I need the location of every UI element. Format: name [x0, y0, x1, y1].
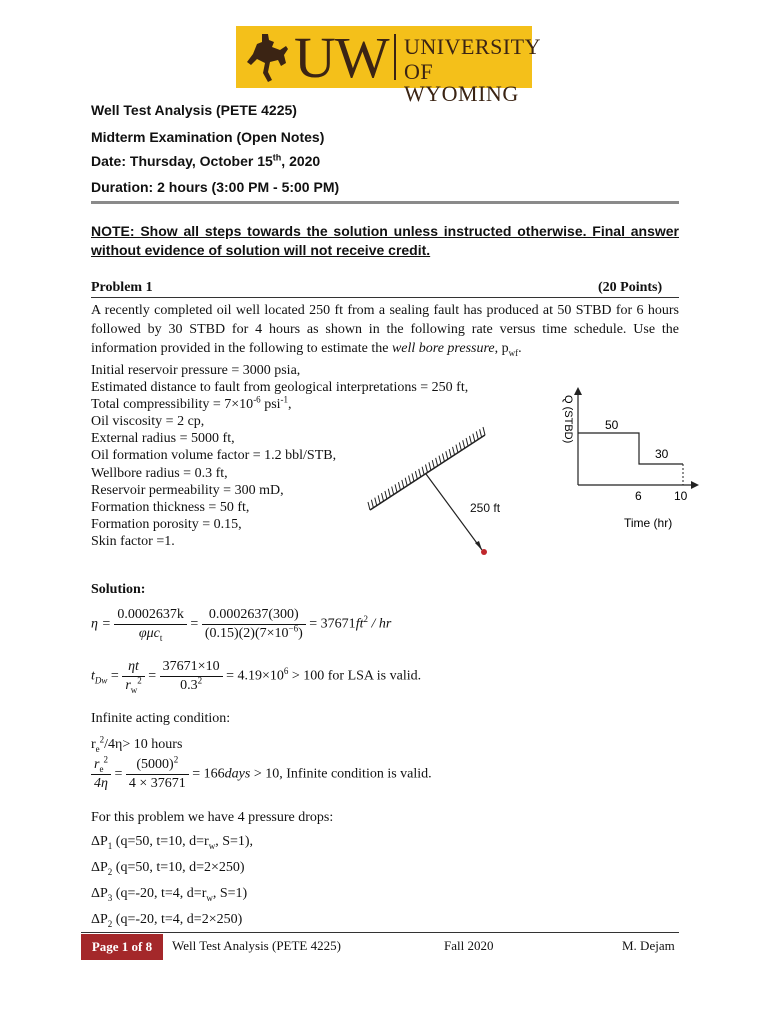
y-axis-label: Q (STBD) — [562, 395, 574, 444]
pressure-drop-item: $\Delta P_2$ (q=50, t=10, d=2×250) — [91, 860, 245, 877]
param-wellbore-radius: Wellbore radius = 0.3 ft, — [91, 465, 228, 481]
fault-hatch-mark — [453, 447, 455, 455]
fault-hatch-mark — [392, 487, 394, 495]
x-axis-label: Time (hr) — [624, 516, 673, 530]
fault-hatch-mark — [375, 498, 377, 506]
fault-hatch-mark — [439, 456, 441, 464]
footer-term: Fall 2020 — [444, 938, 494, 953]
fault-hatch-mark — [412, 473, 414, 481]
param-compressibility: Total compressibility = $7\times 10^{-6}$ psi$^{-1}$, — [91, 394, 292, 413]
param-formation-volume-factor: Oil formation volume factor = 1.2 bbl/STB, — [91, 448, 337, 464]
exam-title: Midterm Examination (Open Notes) — [91, 129, 325, 145]
footer-author: M. Dejam — [622, 938, 675, 953]
param-permeability: Reservoir permeability = 300 mD, — [91, 482, 284, 498]
param-thickness: Formation thickness = 50 ft, — [91, 499, 250, 515]
diffusivity-equation: η = $\frac{0.0002637k}{\varphi\mu c_t}$ = $\frac{0.0002637(300)}{(0.15)(2)(7\times 10^{-6})}$ = $37671ft^2$ / hr — [91, 607, 392, 643]
fault-hatch-mark — [368, 502, 370, 510]
well-marker — [481, 549, 487, 555]
fault-hatch-mark — [469, 436, 471, 444]
fault-hatch-mark — [398, 482, 400, 490]
fault-hatch-mark — [378, 495, 380, 503]
problem-points: (20 Points) — [598, 280, 663, 295]
pressure-drops-title: For this problem we have 4 pressure drops: — [91, 810, 334, 825]
logo-line-1: UNIVERSITY — [404, 34, 541, 59]
fault-hatch-mark — [480, 429, 482, 437]
infinite-acting-equation: $\frac{r_e^2}{4\eta}$ = $\frac{(5000)^2}{4 \times 37671}$ = 166days > 10, Infinite condition is valid. — [91, 757, 432, 792]
pressure-drop-item: $\Delta P_3$ (q=-20, t=4, $d=r_w$, S=1) — [91, 886, 248, 903]
fault-distance-label: 250 ft — [470, 501, 501, 515]
param-viscosity: Oil viscosity = 2 cp, — [91, 414, 205, 430]
fault-hatch-mark — [463, 440, 465, 448]
fault-hatch-mark — [415, 471, 417, 479]
fault-hatch-mark — [432, 460, 434, 468]
header-divider — [91, 201, 679, 204]
infinite-acting-condition: $r_e^2/4\eta> 10$ hours — [91, 734, 183, 754]
fault-hatch-mark — [385, 491, 387, 499]
page-number-badge: Page 1 of 8 — [81, 934, 163, 960]
rate-label-50: 50 — [605, 418, 619, 432]
param-skin: Skin factor =1. — [91, 533, 175, 549]
pressure-drop-item: $\Delta P_1$ (q=50, t=10, $d=r_w$, S=1), — [91, 834, 254, 851]
fault-hatch-mark — [371, 500, 373, 508]
time-tick-6: 6 — [635, 489, 642, 503]
logo-line-2: OF WYOMING — [404, 59, 519, 106]
bucking-horse-rider-icon — [240, 30, 290, 84]
fault-hatch-mark — [436, 458, 438, 466]
exam-duration: Duration: 2 hours (3:00 PM - 5:00 PM) — [91, 179, 340, 195]
param-initial-pressure: Initial reservoir pressure = 3000 psia, — [91, 363, 301, 378]
fault-hatch-mark — [426, 465, 428, 473]
footer-course: Well Test Analysis (PETE 4225) — [172, 938, 341, 953]
logo-mark: UW — [294, 25, 389, 90]
problem-statement: A recently completed oil well located 250 ft from a sealing fault has produced at 50 STBD for 6 hours followed by 30 STBD for 4 hours as shown in the following rate versus time schedule. Use the information provided in the following to estimate the well bore pressure, $p_{wf}$. — [91, 303, 679, 358]
pressure-drop-item: $\Delta P_2$ (q=-20, t=4, d=2×250) — [91, 912, 243, 929]
logo-divider — [394, 34, 396, 80]
rate-label-30: 30 — [655, 447, 669, 461]
dimensionless-time-equation: $t_{Dw}$ = $\frac{\eta t}{r_w^2}$ = $\frac{37671\times 10}{0.3^2}$ = $4.19\times 10^6 > 100$ for LSA is valid. — [91, 659, 422, 695]
param-external-radius: External radius = 5000 ft, — [91, 431, 235, 447]
fault-hatch-mark — [405, 478, 407, 486]
fault-hatch-mark — [459, 442, 461, 450]
fault-hatch-mark — [429, 462, 431, 470]
fault-hatch-mark — [476, 431, 478, 439]
course-title: Well Test Analysis (PETE 4225) — [91, 102, 297, 118]
exam-date: Date: Thursday, October 15th, 2020 — [91, 152, 321, 169]
fault-hatch-mark — [442, 453, 444, 461]
fault-diagram — [360, 380, 501, 560]
problem-title: Problem 1 — [91, 280, 153, 295]
solution-title: Solution: — [91, 582, 146, 597]
fault-hatch-mark — [388, 489, 390, 497]
fault-hatch-mark — [473, 434, 475, 442]
fault-hatch-mark — [419, 469, 421, 477]
param-porosity: Formation porosity = 0.15, — [91, 516, 242, 532]
fault-hatch-mark — [466, 438, 468, 446]
fault-hatch-mark — [402, 480, 404, 488]
infinite-acting-title: Infinite acting condition: — [91, 711, 231, 726]
time-tick-10: 10 — [674, 489, 688, 503]
fault-hatch-mark — [446, 451, 448, 459]
fault-hatch-mark — [395, 484, 397, 492]
fault-hatch-mark — [409, 476, 411, 484]
exam-note: NOTE: Show all steps towards the solution unless instructed otherwise. Final answer without evidence of solution will not receive credit. — [91, 223, 679, 258]
param-fault-distance: Estimated distance to fault from geological interpretations = 250 ft, — [91, 380, 469, 396]
university-logo — [236, 25, 541, 106]
fault-hatch-mark — [422, 467, 424, 475]
fault-hatch-mark — [483, 427, 485, 435]
fault-hatch-mark — [382, 493, 384, 501]
fault-hatch-mark — [449, 449, 451, 457]
footer-divider — [81, 932, 679, 933]
fault-hatch-mark — [456, 445, 458, 453]
problem-divider — [91, 297, 679, 298]
rate-schedule-chart — [555, 385, 705, 535]
